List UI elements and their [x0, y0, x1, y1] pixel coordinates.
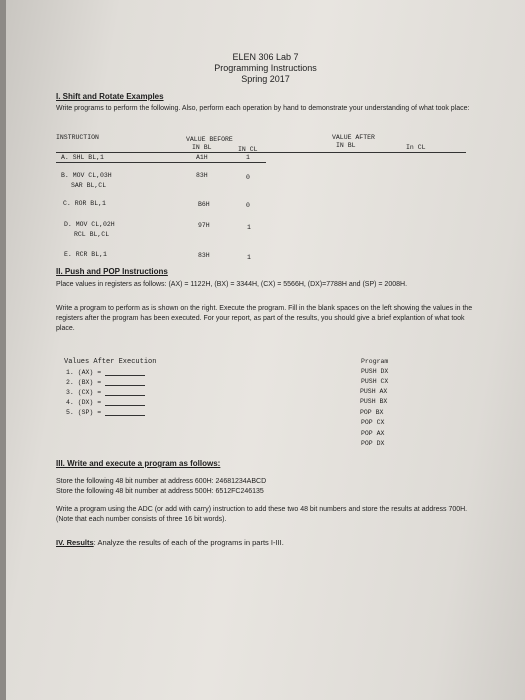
col-before-bl: IN BL [192, 144, 212, 151]
value-row-cx: 3. (CX) = [66, 388, 145, 396]
program-line: POP DX [361, 440, 385, 447]
row-a-bl: A1H [196, 154, 208, 161]
section-1-heading: I. Shift and Rotate Examples [56, 92, 164, 101]
col-before-cl: IN CL [238, 146, 258, 153]
section-4-text: Analyze the results of each of the programs in parts I-III. [97, 538, 284, 547]
col-value-before-header: VALUE BEFORE [186, 136, 233, 143]
row-a-rule [56, 162, 266, 163]
section-4-heading: IV. Results [56, 538, 94, 547]
row-c-cl: 0 [246, 202, 250, 209]
section-2-setup: Place values in registers as follows: (AX) = 1122H, (BX) = 3344H, (CX) = 5566H, (DX)=7788H and (SP) = 2008H. [56, 281, 408, 288]
program-title: Program [361, 358, 389, 365]
section-4: IV. Results: Analyze the results of each of the programs in parts I-III. [56, 538, 284, 547]
row-d-instruction: D. MOV CL,02H [64, 221, 115, 228]
col-after-bl: IN BL [336, 142, 356, 149]
term-label: Spring 2017 [241, 74, 290, 84]
value-row-bx: 2. (BX) = [66, 378, 145, 386]
row-e-cl: 1 [247, 254, 251, 261]
row-d-cl: 1 [247, 224, 251, 231]
row-d-bl: 97H [198, 222, 210, 229]
row-b-instruction-2: SAR BL,CL [71, 182, 107, 189]
row-c-bl: B6H [198, 201, 210, 208]
value-row-dx: 4. (DX) = [66, 398, 145, 406]
program-line: POP AX [361, 430, 385, 437]
col-value-after-header: VALUE AFTER [332, 134, 375, 141]
row-e-bl: 83H [198, 252, 210, 259]
row-b-cl: 0 [246, 174, 250, 181]
section-1-intro: Write programs to perform the following. Also, perform each operation by hand to demonstrate your understanding of what took place: [56, 105, 470, 112]
section-2-heading: II. Push and POP Instructions [56, 267, 168, 276]
document-title: Programming Instructions [214, 63, 317, 73]
program-line: PUSH DX [361, 368, 389, 375]
value-row-sp: 5. (SP) = [66, 408, 145, 416]
program-line: PUSH CX [361, 378, 389, 385]
program-line: POP BX [360, 409, 384, 416]
values-after-title: Values After Execution [64, 358, 157, 366]
row-b-bl: 83H [196, 172, 208, 179]
value-row-ax: 1. (AX) = [66, 368, 145, 376]
row-e-instruction: E. RCR BL,1 [64, 251, 107, 258]
store-500h-line: Store the following 48 bit number at address 500H: 6512FC246135 [56, 488, 264, 495]
row-a-cl: 1 [246, 154, 250, 161]
section-2-instructions: Write a program to perform as is shown on the right. Execute the program. Fill in the blank spaces on the left showing the values in the registers after the program has been executed. For your report, as part of the results, you should give a brief explantion of what took place. [56, 305, 473, 332]
program-line: POP CX [361, 419, 385, 426]
lab-handout-page [6, 0, 525, 700]
row-d-instruction-2: RCL BL,CL [74, 231, 110, 238]
section-3-heading: III. Write and execute a program as follows: [56, 459, 221, 468]
row-a-instruction: A. SHL BL,1 [61, 154, 104, 161]
table-header-rule [56, 152, 466, 153]
course-title: ELEN 306 Lab 7 [232, 52, 299, 62]
col-instruction-header: INSTRUCTION [56, 134, 99, 141]
section-3-instructions: Write a program using the ADC (or add with carry) instruction to add these two 48 bit numbers and store the results at address 700H. (Note that each number consists of three 16 bit words). [56, 506, 468, 523]
row-c-instruction: C. ROR BL,1 [63, 200, 106, 207]
program-line: PUSH BX [360, 398, 388, 405]
program-line: PUSH AX [360, 388, 388, 395]
col-after-cl: In CL [406, 144, 426, 151]
store-600h-line: Store the following 48 bit number at address 600H: 24681234ABCD [56, 478, 267, 485]
row-b-instruction: B. MOV CL,03H [61, 172, 112, 179]
